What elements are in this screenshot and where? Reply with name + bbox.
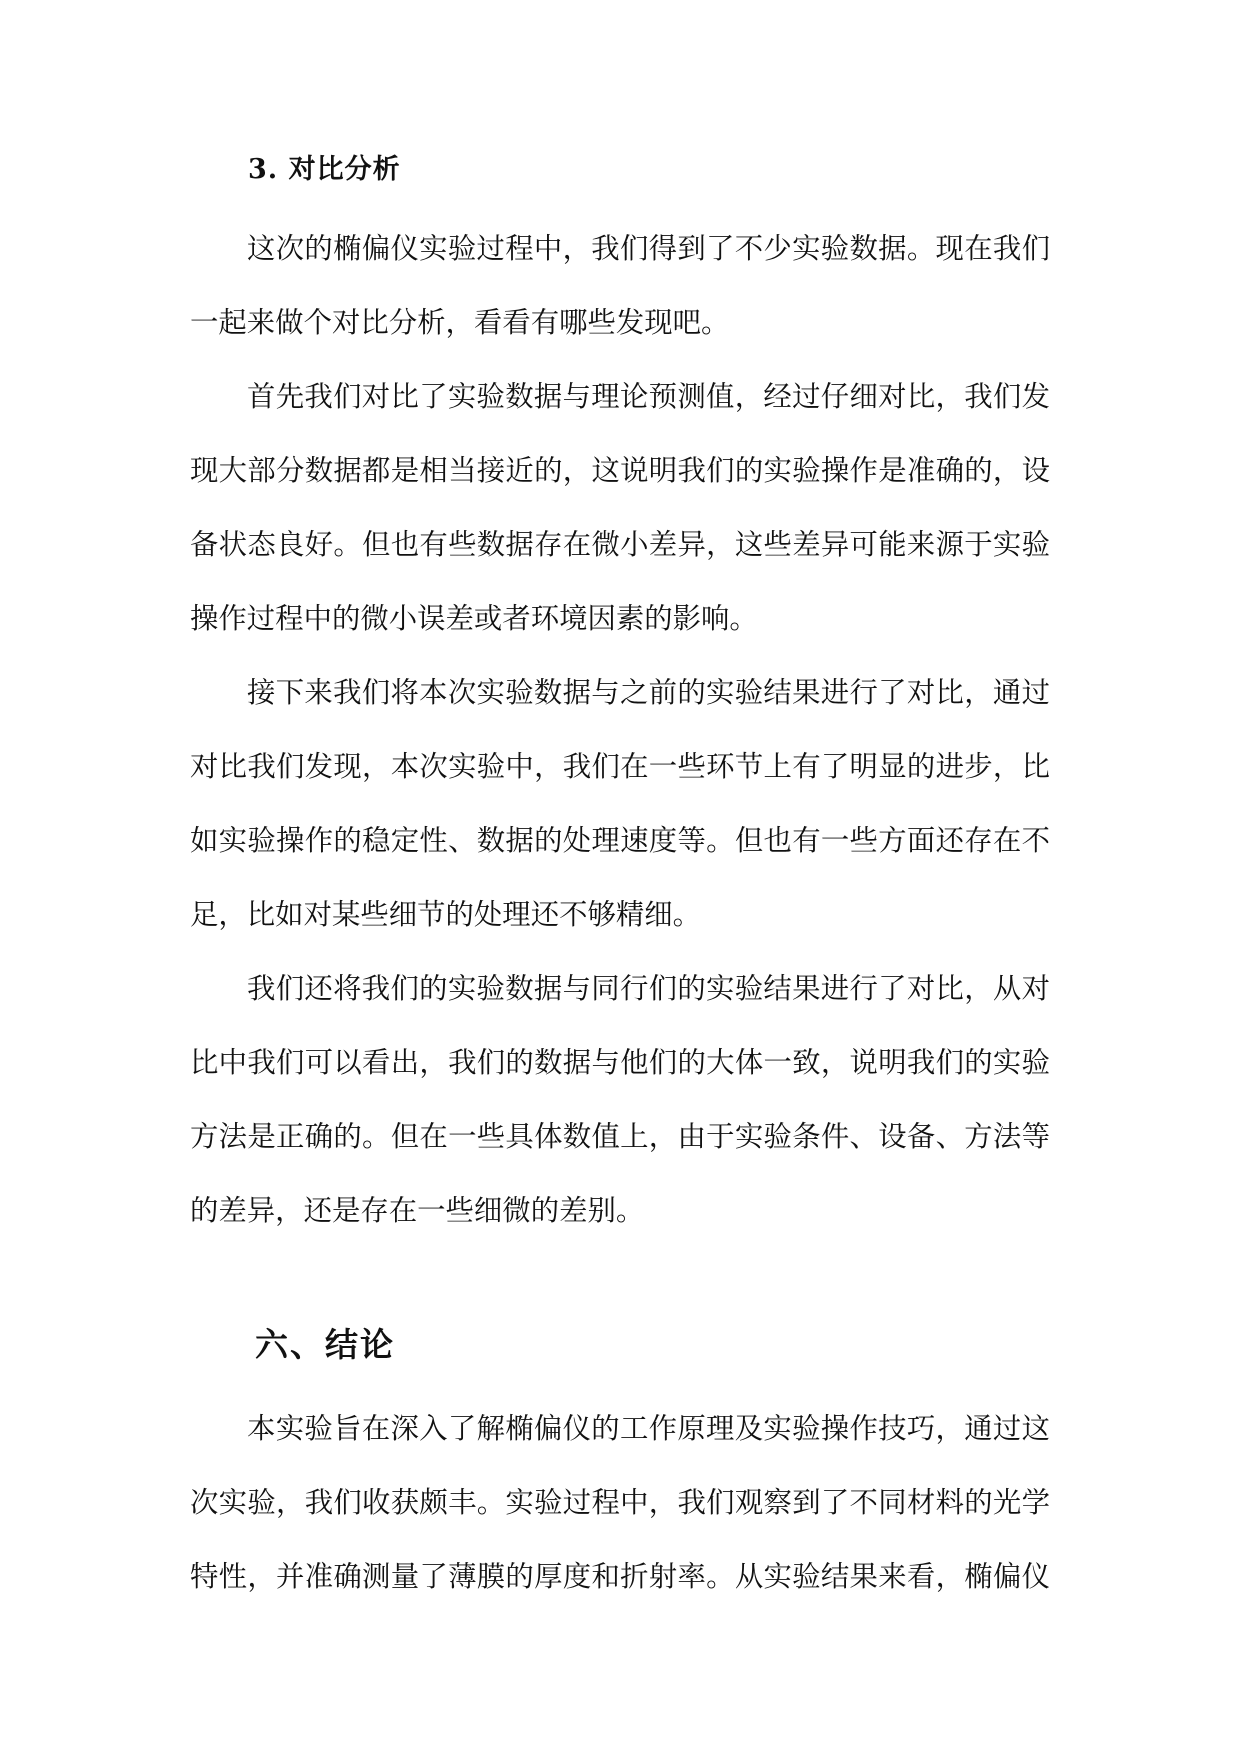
- paragraph-2-line-1: 首先我们对比了实验数据与理论预测值，经过仔细对比，我们发: [247, 380, 1050, 413]
- paragraph-5-line-1: 本实验旨在深入了解椭偏仪的工作原理及实验操作技巧，通过这: [247, 1412, 1050, 1445]
- paragraph-1-line-1: 这次的椭偏仪实验过程中，我们得到了不少实验数据。现在我们: [247, 232, 1050, 265]
- paragraph-4-line-1: 我们还将我们的实验数据与同行们的实验结果进行了对比，从对: [247, 972, 1050, 1005]
- paragraph-3-line-4: 足，比如对某些细节的处理还不够精细。: [190, 898, 702, 931]
- paragraph-3-line-1: 接下来我们将本次实验数据与之前的实验结果进行了对比，通过: [247, 676, 1050, 709]
- section-6-heading: 六、结论: [255, 1325, 395, 1364]
- paragraph-3-line-3: 如实验操作的稳定性、数据的处理速度等。但也有一些方面还存在不: [190, 824, 1050, 857]
- paragraph-5-line-3: 特性，并准确测量了薄膜的厚度和折射率。从实验结果来看，椭偏仪: [190, 1560, 1050, 1593]
- paragraph-4-line-4: 的差异，还是存在一些细微的差别。: [190, 1194, 645, 1227]
- paragraph-3-line-2: 对比我们发现，本次实验中，我们在一些环节上有了明显的进步，比: [190, 750, 1050, 783]
- paragraph-2-line-4: 操作过程中的微小误差或者环境因素的影响。: [190, 602, 758, 635]
- paragraph-5-line-2: 次实验，我们收获颇丰。实验过程中，我们观察到了不同材料的光学: [190, 1486, 1050, 1519]
- paragraph-2-line-3: 备状态良好。但也有些数据存在微小差异，这些差异可能来源于实验: [190, 528, 1050, 561]
- paragraph-2-line-2: 现大部分数据都是相当接近的，这说明我们的实验操作是准确的，设: [190, 454, 1050, 487]
- paragraph-4-line-2: 比中我们可以看出，我们的数据与他们的大体一致，说明我们的实验: [190, 1046, 1050, 1079]
- paragraph-4-line-3: 方法是正确的。但在一些具体数值上，由于实验条件、设备、方法等: [190, 1120, 1050, 1153]
- section-3-heading: 3. 对比分析: [248, 154, 401, 185]
- paragraph-1-line-2: 一起来做个对比分析，看看有哪些发现吧。: [190, 306, 730, 339]
